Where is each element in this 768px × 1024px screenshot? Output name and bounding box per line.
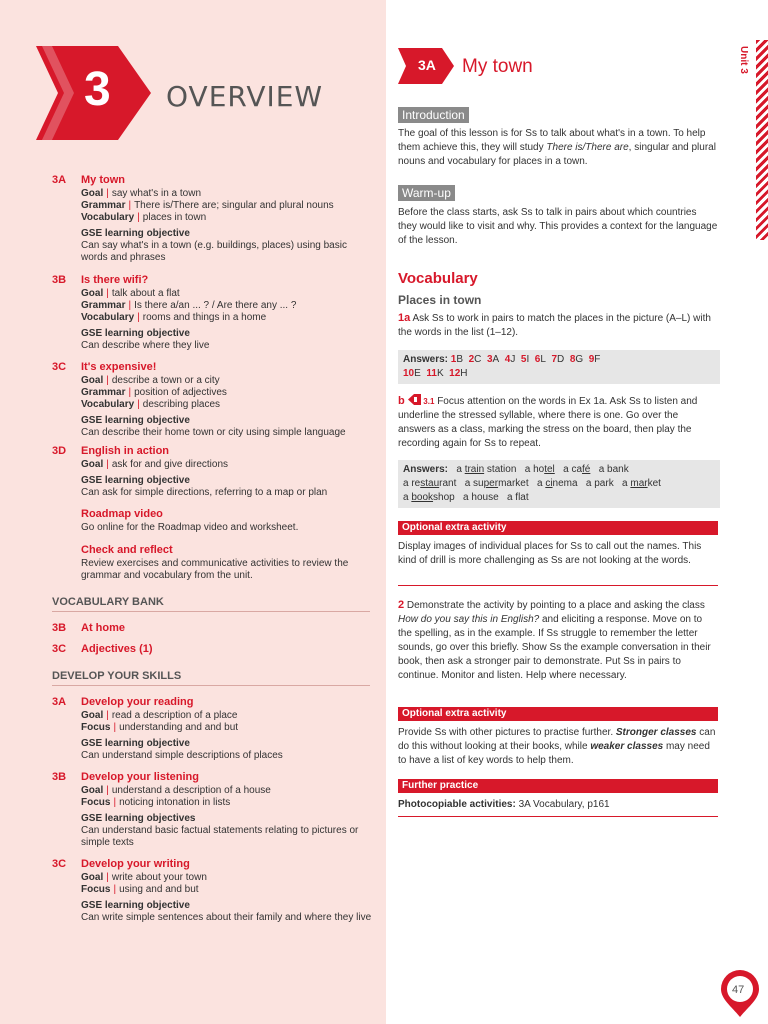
- row-text: noticing intonation in lists: [119, 797, 231, 808]
- check-and-reflect: [81, 544, 371, 582]
- skill-3a: [52, 696, 372, 762]
- answer-value: F: [594, 354, 601, 365]
- separator: |: [106, 375, 109, 386]
- answer-value: C: [474, 354, 482, 365]
- answer-number: 3: [486, 354, 493, 365]
- row-label: Goal: [81, 785, 104, 796]
- gse-label: GSE learning objective: [81, 228, 190, 239]
- audio-track: 3.1: [423, 397, 435, 406]
- row-text: say what's in a town: [111, 188, 202, 199]
- skill-code: 3B: [52, 771, 67, 783]
- lesson-row: [81, 212, 372, 224]
- answer-number: 5: [520, 354, 527, 365]
- exercise-1a: [398, 311, 718, 340]
- answer-value: D: [557, 354, 565, 365]
- skill-title: Develop your listening: [81, 771, 199, 783]
- row-text: places in town: [142, 212, 207, 223]
- answer-number: 11: [426, 368, 437, 379]
- separator: |: [113, 722, 117, 733]
- row-text: describe a town or a city: [111, 375, 220, 386]
- optional-activity-label: Optional extra activity: [398, 707, 718, 721]
- answer-value: A: [492, 354, 500, 365]
- answers-1a: [398, 350, 720, 384]
- roadmap-title: Roadmap video: [81, 508, 163, 520]
- places-heading: Places in town: [398, 293, 482, 307]
- row-text: position of adjectives: [134, 387, 227, 398]
- answer-value: L: [540, 354, 546, 365]
- exercise-1b: [398, 394, 718, 451]
- gse-label: GSE learning objective: [81, 328, 190, 339]
- gse-text: Can write simple sentences about their family and where they live: [81, 912, 372, 923]
- separator: |: [128, 387, 132, 398]
- lesson-row: [81, 200, 372, 212]
- separator: |: [113, 797, 117, 808]
- gse-text: Can say what's in a town (e.g. buildings, places) using basic words and phrases: [81, 240, 347, 263]
- vocab-bank-code: 3B: [52, 622, 67, 634]
- gse-label: GSE learning objectives: [81, 813, 196, 824]
- row-label: Focus: [81, 884, 111, 895]
- row-label: Vocabulary: [81, 399, 135, 410]
- answer-number: 10: [403, 368, 415, 379]
- check-title: Check and reflect: [81, 544, 173, 556]
- skill-row: [81, 872, 372, 884]
- further-practice-label: Further practice: [398, 779, 718, 793]
- row-label: Goal: [81, 188, 104, 199]
- gse-text: Can understand basic factual statements relating to pictures or simple texts: [81, 825, 359, 848]
- separator: |: [106, 459, 109, 470]
- separator: |: [106, 188, 109, 199]
- skill-row: [81, 710, 372, 722]
- answer-number: 6: [534, 354, 541, 365]
- row-label: Focus: [81, 797, 111, 808]
- row-label: Goal: [81, 288, 104, 299]
- gse-text: Can describe their home town or city using simple language: [81, 427, 346, 438]
- answers-1b: Answers: a train station a hotel a café a bank a restaurant a supermarket a cinema a park a market a bookshop a house a flat: [398, 460, 720, 508]
- answer-number: 2: [468, 354, 475, 365]
- lesson-row: [81, 300, 372, 312]
- vocab-bank-heading: VOCABULARY BANK: [52, 596, 370, 612]
- skills-heading: DEVELOP YOUR SKILLS: [52, 670, 370, 686]
- lesson-title: My town: [81, 174, 125, 186]
- lesson-row: [81, 188, 372, 200]
- gse-label: GSE learning objective: [81, 475, 190, 486]
- divider: [398, 585, 718, 586]
- answer-number: 9: [588, 354, 595, 365]
- separator: |: [128, 200, 132, 211]
- row-text: There is/There are; singular and plural nouns: [134, 200, 334, 211]
- gse-text: Can understand simple descriptions of places: [81, 750, 283, 761]
- page-number: 47: [732, 984, 745, 996]
- row-label: Grammar: [81, 387, 126, 398]
- separator: |: [113, 884, 117, 895]
- vocab-bank-title: Adjectives (1): [81, 643, 153, 655]
- skill-title: Develop your writing: [81, 858, 190, 870]
- answer-value: I: [526, 354, 530, 365]
- exercise-1a-text: Ask Ss to work in pairs to match the places in the picture (A–L) with the words in the list (1–12).: [398, 313, 711, 338]
- warmup-label: Warm-up: [398, 185, 455, 201]
- lesson-3b: [52, 274, 372, 352]
- lesson-title: Is there wifi?: [81, 274, 149, 286]
- lesson-3d: [52, 445, 372, 499]
- audio-icon[interactable]: [408, 394, 421, 405]
- separator: |: [106, 872, 109, 883]
- answer-value: K: [436, 368, 444, 379]
- vocab-bank-code: 3C: [52, 643, 67, 655]
- exercise-2-number: 2: [398, 599, 405, 611]
- check-text: Review exercises and communicative activities to review the grammar and vocabulary from the unit.: [81, 558, 349, 581]
- vocab-bank-title: At home: [81, 622, 125, 634]
- skill-code: 3C: [52, 858, 67, 870]
- exercise-1b-text: Focus attention on the words in Ex 1a. Ask Ss to listen and underline the stressed syllable, where there is one. Go over the answers as a class, marking the stress on the board, then play the recording again for Ss to repeat.: [398, 396, 698, 449]
- answer-value: B: [456, 354, 464, 365]
- lesson-3a: [52, 174, 372, 264]
- answer-number: 12: [449, 368, 461, 379]
- lesson-row: [81, 399, 372, 411]
- lesson-title: My town: [462, 56, 533, 77]
- roadmap-video: [81, 508, 371, 534]
- row-text: read a description of a place: [111, 710, 238, 721]
- optional-activity-text: Display images of individual places for Ss to call out the names. This kind of drill is more challenging as Ss are not looking at the words.: [398, 541, 702, 566]
- vocab-bank-item: [52, 643, 153, 655]
- warmup-text: Before the class starts, ask Ss to talk in pairs about which countries they would like to visit and why. This provides a context for the language of the lesson.: [398, 207, 718, 246]
- skill-row: [81, 797, 372, 809]
- row-label: Grammar: [81, 300, 126, 311]
- lesson-row: [81, 375, 372, 387]
- separator: |: [128, 300, 132, 311]
- answer-value: J: [510, 354, 516, 365]
- vocab-bank-item: [52, 622, 125, 634]
- gse-text: Can describe where they live: [81, 340, 210, 351]
- row-label: Grammar: [81, 200, 126, 211]
- row-text: talk about a flat: [111, 288, 180, 299]
- lesson-code: 3B: [52, 274, 67, 286]
- row-label: Goal: [81, 459, 104, 470]
- lesson-code: 3A: [52, 174, 67, 186]
- lesson-title: It's expensive!: [81, 361, 157, 373]
- lesson-3c: [52, 361, 372, 439]
- answer-value: G: [575, 354, 584, 365]
- skill-3b: [52, 771, 372, 849]
- introduction-label: Introduction: [398, 107, 469, 123]
- skill-3c: [52, 858, 372, 924]
- vocabulary-heading: Vocabulary: [398, 270, 478, 287]
- optional-activity-text: Provide Ss with other pictures to practise further. Stronger classes can do this without looking at their books, while weaker classes may need to have a list of key words to help them.: [398, 727, 716, 766]
- lesson-title: English in action: [81, 445, 170, 457]
- answers-label: Answers:: [403, 354, 449, 365]
- lesson-code: 3D: [52, 445, 67, 457]
- unit-number: 3: [84, 63, 111, 116]
- answer-number: 4: [504, 354, 511, 365]
- row-text: rooms and things in a home: [142, 312, 267, 323]
- row-label: Focus: [81, 722, 111, 733]
- answers-label: Answers:: [403, 464, 449, 475]
- skill-row: [81, 722, 372, 734]
- gse-text: Can ask for simple directions, referring to a map or plan: [81, 487, 328, 498]
- skill-row: [81, 884, 372, 896]
- skill-row: [81, 785, 372, 797]
- further-practice-bold: Photocopiable activities:: [398, 799, 516, 810]
- decorative-stripe: [756, 40, 768, 240]
- separator: |: [137, 399, 140, 410]
- introduction-text: The goal of this lesson is for Ss to talk about what's in a town. To help them achieve this, they will study There is/There are, singular and plural nouns and vocabulary for places in a town.: [398, 128, 716, 167]
- answer-number: 7: [551, 354, 558, 365]
- answer-number: 1: [450, 354, 457, 365]
- roadmap-text: Go online for the Roadmap video and worksheet.: [81, 522, 299, 533]
- row-label: Goal: [81, 710, 104, 721]
- overview-title: OVERVIEW: [166, 80, 324, 113]
- skill-code: 3A: [52, 696, 67, 708]
- further-practice-text: [398, 798, 718, 812]
- separator: |: [137, 312, 140, 323]
- answer-value: H: [460, 368, 468, 379]
- unit-side-label: Unit 3: [738, 46, 749, 74]
- further-practice-detail: 3A Vocabulary, p161: [518, 799, 610, 810]
- separator: |: [106, 710, 109, 721]
- answer-value: E: [414, 368, 421, 379]
- row-text: understanding and and but: [119, 722, 239, 733]
- separator: |: [106, 288, 109, 299]
- answer-number: 8: [569, 354, 576, 365]
- gse-label: GSE learning objective: [81, 415, 190, 426]
- exercise-2: 2 Demonstrate the activity by pointing to a place and asking the class How do you say this in English? and eliciting a response. Move on to the spelling, as in the example. If Ss struggle to remember the letter sounds, go over this briefly. Show Ss the example conversation in their book, then ask a stronger pair to demonstrate. Put Ss in pairs to continue. Monitor and listen. Help where necessary.: [398, 599, 711, 681]
- optional-activity-label: Optional extra activity: [398, 521, 718, 535]
- row-label: Goal: [81, 375, 104, 386]
- separator: |: [137, 212, 140, 223]
- lesson-code: 3C: [52, 361, 67, 373]
- exercise-1b-number: b: [398, 395, 405, 407]
- row-text: Is there a/an ... ? / Are there any ... ?: [134, 300, 297, 311]
- gse-label: GSE learning objective: [81, 900, 190, 911]
- lesson-row: [81, 288, 372, 300]
- row-text: describing places: [142, 399, 221, 410]
- lesson-row: [81, 459, 372, 471]
- lesson-row: [81, 312, 372, 324]
- row-text: understand a description of a house: [111, 785, 271, 796]
- row-text: using and and but: [119, 884, 199, 895]
- row-text: ask for and give directions: [111, 459, 229, 470]
- skill-title: Develop your reading: [81, 696, 194, 708]
- divider: [398, 816, 718, 817]
- lesson-row: [81, 387, 372, 399]
- row-text: write about your town: [111, 872, 207, 883]
- separator: |: [106, 785, 109, 796]
- row-label: Goal: [81, 872, 104, 883]
- row-label: Vocabulary: [81, 312, 135, 323]
- row-label: Vocabulary: [81, 212, 135, 223]
- lesson-tag: 3A: [418, 57, 436, 73]
- exercise-1a-number: 1a: [398, 312, 411, 324]
- gse-label: GSE learning objective: [81, 738, 190, 749]
